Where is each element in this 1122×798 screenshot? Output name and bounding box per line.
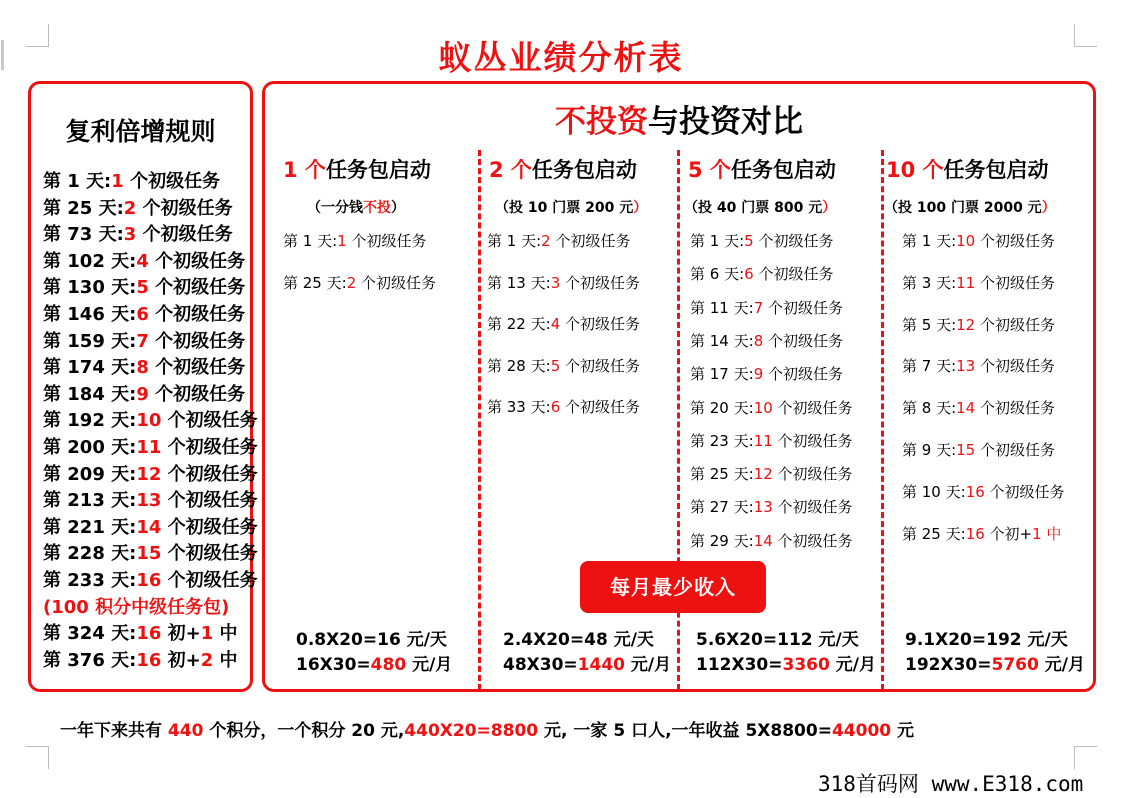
schedule-day: 第 14 天: [690, 331, 754, 350]
rules-title: 复利倍增规则 [65, 117, 216, 146]
schedule-count: 7 [753, 298, 764, 317]
rule-count: 9 [136, 383, 149, 405]
schedule-count: 4 [550, 315, 561, 333]
schedule-count: 2 [541, 232, 551, 250]
page-title: 蚁丛业绩分析表 [438, 38, 684, 77]
schedule-count: 1 [337, 232, 347, 250]
schedule-count: 11 [956, 273, 976, 292]
rule-count: 3 [123, 224, 137, 246]
schedule-count: 16 [965, 482, 985, 501]
rule-note: (100 积分中级任务包) [43, 597, 230, 618]
schedule-unit: 个初级任务 [560, 398, 641, 416]
schedule-count: 6 [550, 398, 561, 416]
schedule-count: 8 [753, 331, 764, 350]
schedule-row [690, 231, 833, 251]
rule-unit: 个初级任务 [161, 543, 258, 565]
subtitle-text: （一分钱 [307, 200, 363, 216]
rule-row [43, 198, 233, 220]
column-subtitle [307, 197, 405, 217]
rule-count: 1 [200, 623, 214, 644]
schedule-day: 第 20 天: [690, 398, 754, 417]
comparison-title [262, 96, 1096, 141]
package-label: 任务包启动 [943, 158, 1049, 182]
schedule-count: 11 [753, 431, 773, 450]
schedule-count: 2 [346, 274, 357, 292]
subtitle-highlight: 不投 [363, 200, 391, 216]
monthly-income [296, 653, 452, 677]
rule-unit: 个初级任务 [148, 357, 246, 379]
rule-row [43, 410, 258, 432]
schedule-unit: 个初级任务 [975, 357, 1056, 376]
schedule-row [902, 356, 1055, 376]
schedule-day: 第 1 天: [283, 232, 338, 250]
schedule-count: 16 [965, 524, 985, 543]
schedule-row [487, 397, 640, 417]
column-divider [478, 150, 481, 690]
subtitle-text: （投 100 门票 2000 元 [884, 200, 1042, 216]
schedule-unit: 个初级任务 [975, 232, 1056, 250]
rule-unit: 中 [213, 650, 238, 671]
rule-day: 第 25 天: [43, 197, 124, 219]
rule-day: 第 174 天: [43, 357, 137, 379]
rule-unit: 初+ [161, 650, 201, 671]
schedule-row [690, 331, 843, 351]
rule-row [43, 437, 258, 459]
schedule-unit: 个初级任务 [753, 232, 834, 250]
schedule-unit: 个初级任务 [975, 399, 1056, 418]
rule-unit: 个初级任务 [148, 277, 246, 299]
schedule-unit: 个初级任务 [772, 398, 853, 417]
schedule-day: 第 33 天: [487, 398, 551, 416]
schedule-day: 第 25 天: [902, 524, 966, 543]
comparison-title-red: 不投资 [555, 104, 648, 140]
schedule-row [690, 298, 843, 318]
schedule-day: 第 11 天: [690, 298, 754, 317]
column-divider [881, 150, 884, 690]
schedule-row [487, 231, 630, 251]
schedule-day: 第 1 天: [690, 232, 745, 250]
rule-row [43, 570, 258, 592]
schedule-row [902, 482, 1065, 502]
rule-day: 第 146 天: [43, 304, 137, 325]
rule-count: 15 [136, 543, 162, 565]
column-subtitle [684, 197, 836, 217]
schedule-count: 5 [744, 232, 754, 250]
rule-unit: 个初级任务 [148, 250, 246, 272]
schedule-unit: 个初级任务 [356, 274, 437, 292]
schedule-unit: 个初级任务 [560, 356, 641, 375]
monthly-income [905, 653, 1085, 677]
schedule-unit: 个初级任务 [772, 531, 853, 550]
summary-text: 元 [891, 721, 915, 741]
rule-count: 8 [136, 357, 149, 379]
schedule-row [690, 464, 853, 484]
schedule-unit: 个初级任务 [772, 431, 853, 450]
rule-day: 第 221 天: [43, 516, 137, 538]
column-header [688, 154, 836, 184]
rule-unit: 个初级任务 [136, 197, 233, 219]
subtitle-highlight: ） [822, 200, 837, 216]
rule-count: 4 [136, 250, 149, 272]
crop-mark-bottom-left [26, 746, 49, 769]
schedule-count: 3 [550, 273, 561, 292]
schedule-count: 6 [744, 265, 754, 284]
rule-day: 第 1 天: [43, 171, 112, 192]
rule-count: 12 [136, 463, 162, 485]
schedule-unit: 个初级任务 [550, 232, 631, 250]
schedule-row [902, 398, 1055, 418]
schedule-row [690, 264, 833, 284]
rule-count: 16 [136, 570, 162, 591]
rule-unit: 个初级任务 [148, 304, 246, 325]
rule-day: 第 184 天: [43, 383, 137, 405]
schedule-count: 12 [956, 315, 976, 334]
rule-day: 第 213 天: [43, 490, 137, 512]
schedule-unit: 个初+ [984, 524, 1033, 543]
rule-day: 第 102 天: [43, 250, 137, 272]
column-header [283, 154, 431, 184]
rule-count: 14 [136, 516, 162, 538]
rule-count: 1 [111, 171, 124, 192]
schedule-row [487, 314, 640, 334]
subtitle-highlight: ） [1041, 200, 1056, 216]
summary-text: 一年下来共有 [60, 721, 168, 741]
schedule-day: 第 8 天: [902, 399, 957, 418]
rule-count: 6 [136, 304, 149, 325]
summary-text: 个积分，一个积分 20 元, [203, 721, 405, 741]
rule-row [43, 464, 258, 486]
schedule-unit: 个初级任务 [975, 315, 1056, 334]
summary-text: 元, 一家 5 口人,一年收益 5X8800= [538, 721, 832, 741]
rule-unit: 个初级任务 [161, 463, 258, 485]
rule-count: 16 [136, 623, 162, 644]
package-count: 5 个 [688, 158, 731, 182]
daily-income: 9.1X20=192 元/天 [905, 630, 1068, 650]
rule-row [43, 650, 238, 672]
package-count: 10 个 [886, 158, 944, 182]
rule-unit: 中 [213, 623, 238, 644]
rule-day: 第 209 天: [43, 463, 137, 485]
schedule-row [902, 231, 1055, 251]
monthly-value: 5760 [991, 655, 1039, 675]
schedule-extra: 1 中 [1032, 524, 1062, 543]
schedule-row [902, 524, 1061, 544]
rule-unit: 个初级任务 [161, 410, 258, 432]
schedule-row [487, 356, 640, 376]
rule-row [43, 224, 233, 246]
schedule-day: 第 9 天: [902, 441, 957, 459]
rule-day: 第 200 天: [43, 437, 137, 458]
daily-income: 5.6X20=112 元/天 [696, 630, 859, 650]
column-header [489, 154, 637, 184]
annual-summary [60, 716, 914, 741]
rule-row [43, 517, 258, 539]
rule-count: 2 [200, 650, 214, 671]
column-subtitle [884, 197, 1056, 217]
column-header [886, 154, 1049, 184]
schedule-day: 第 3 天: [902, 273, 957, 292]
rule-row [43, 384, 245, 406]
schedule-day: 第 23 天: [690, 431, 754, 450]
schedule-day: 第 1 天: [487, 232, 542, 250]
rule-day: 第 192 天: [43, 410, 137, 432]
monthly-min-income-badge: 每月最少收入 [580, 561, 766, 613]
schedule-row [690, 398, 853, 418]
subtitle-highlight: ） [633, 200, 648, 216]
monthly-formula: 112X30= [696, 655, 783, 675]
schedule-row [283, 231, 426, 251]
monthly-income [696, 653, 876, 677]
rule-unit: 个初级任务 [123, 171, 221, 192]
rule-day: 第 130 天: [43, 277, 137, 299]
schedule-day: 第 10 天: [902, 482, 966, 501]
daily-income: 0.8X20=16 元/天 [296, 630, 447, 650]
monthly-value: 1440 [577, 655, 625, 675]
schedule-count: 9 [753, 365, 764, 384]
rule-unit: 个初级任务 [161, 516, 258, 538]
schedule-row [283, 273, 436, 293]
schedule-row [902, 440, 1055, 460]
rule-day: 第 73 天: [43, 224, 124, 246]
schedule-row [902, 273, 1055, 293]
schedule-unit: 个初级任务 [975, 273, 1056, 292]
rule-count: 16 [136, 650, 162, 671]
schedule-row [690, 364, 843, 384]
schedule-day: 第 7 天: [902, 357, 957, 376]
schedule-count: 14 [956, 399, 976, 418]
schedule-unit: 个初级任务 [763, 331, 844, 350]
rule-unit: 个初级任务 [136, 224, 233, 246]
schedule-row [690, 497, 853, 517]
monthly-formula: 16X30= [296, 655, 371, 675]
watermark: 318首码网 www.E318.com [818, 772, 1084, 796]
rule-row [43, 623, 238, 645]
rule-unit: 个初级任务 [161, 570, 258, 591]
column-subtitle [495, 197, 647, 217]
schedule-count: 15 [956, 441, 976, 459]
schedule-day: 第 25 天: [690, 465, 754, 484]
rule-row [43, 277, 245, 299]
rule-row [43, 331, 245, 353]
rule-unit: 初+ [161, 623, 201, 644]
package-count: 1 个 [283, 158, 326, 182]
rule-count: 7 [136, 330, 149, 352]
subtitle-text: （投 10 门票 200 元 [495, 200, 634, 216]
monthly-income [503, 653, 671, 677]
package-label: 任务包启动 [730, 158, 836, 182]
rule-day: 第 228 天: [43, 543, 137, 565]
rule-unit: 个初级任务 [148, 383, 246, 405]
package-label: 任务包启动 [531, 158, 637, 182]
monthly-unit: 元/月 [1038, 655, 1085, 675]
rule-count: 5 [136, 277, 149, 299]
rule-row [43, 357, 245, 379]
schedule-count: 13 [753, 498, 773, 517]
schedule-count: 12 [753, 465, 773, 484]
subtitle-text: ） [391, 200, 405, 216]
schedule-unit: 个初级任务 [772, 465, 853, 484]
rule-unit: 个初级任务 [161, 490, 258, 512]
schedule-count: 14 [753, 531, 773, 550]
schedule-day: 第 25 天: [283, 274, 347, 292]
schedule-day: 第 27 天: [690, 498, 754, 517]
schedule-unit: 个初级任务 [560, 273, 641, 292]
schedule-unit: 个初级任务 [975, 441, 1056, 459]
crop-mark-bottom-right [1074, 746, 1097, 769]
schedule-day: 第 29 天: [690, 531, 754, 550]
monthly-unit: 元/月 [406, 655, 453, 675]
schedule-count: 10 [753, 398, 773, 417]
rule-day: 第 159 天: [43, 330, 137, 352]
rule-day: 第 233 天: [43, 570, 137, 591]
rule-count: 13 [136, 490, 162, 512]
summary-value: 44000 [831, 721, 892, 741]
rule-unit: 个初级任务 [148, 330, 246, 352]
schedule-day: 第 1 天: [902, 232, 957, 250]
schedule-unit: 个初级任务 [560, 315, 641, 333]
schedule-day: 第 28 天: [487, 356, 551, 375]
rule-row [43, 171, 220, 193]
schedule-day: 第 17 天: [690, 365, 754, 384]
schedule-unit: 个初级任务 [346, 232, 427, 250]
rule-count: 10 [136, 410, 162, 432]
schedule-row [690, 531, 853, 551]
monthly-unit: 元/月 [829, 655, 876, 675]
schedule-unit: 个初级任务 [763, 365, 844, 384]
schedule-unit: 个初级任务 [984, 482, 1065, 501]
rule-row [43, 490, 258, 512]
schedule-count: 13 [956, 357, 976, 376]
rule-count: 11 [136, 437, 162, 458]
summary-value: 440X20=8800 [404, 721, 539, 741]
rule-row [43, 251, 245, 273]
rule-row [43, 543, 258, 565]
schedule-day: 第 22 天: [487, 315, 551, 333]
comparison-title-rest: 与投资对比 [648, 104, 803, 140]
monthly-value: 3360 [782, 655, 830, 675]
schedule-day: 第 5 天: [902, 315, 957, 334]
rule-day: 第 324 天: [43, 623, 137, 644]
schedule-row [690, 431, 853, 451]
subtitle-text: （投 40 门票 800 元 [684, 200, 823, 216]
schedule-row [487, 273, 640, 293]
monthly-formula: 192X30= [905, 655, 992, 675]
rule-count: 2 [123, 197, 137, 219]
schedule-unit: 个初级任务 [763, 298, 844, 317]
schedule-unit: 个初级任务 [753, 265, 834, 284]
schedule-count: 5 [550, 356, 561, 375]
schedule-row [902, 315, 1055, 335]
package-label: 任务包启动 [325, 158, 431, 182]
schedule-day: 第 13 天: [487, 273, 551, 292]
rule-row [43, 304, 245, 326]
schedule-count: 10 [956, 232, 976, 250]
daily-income: 2.4X20=48 元/天 [503, 630, 654, 650]
monthly-formula: 48X30= [503, 655, 578, 675]
summary-value: 440 [167, 721, 204, 741]
rule-day: 第 376 天: [43, 650, 137, 671]
rule-unit: 个初级任务 [161, 437, 258, 458]
package-count: 2 个 [489, 158, 532, 182]
schedule-unit: 个初级任务 [772, 498, 853, 517]
schedule-day: 第 6 天: [690, 265, 745, 284]
monthly-value: 480 [370, 655, 407, 675]
monthly-unit: 元/月 [625, 655, 672, 675]
